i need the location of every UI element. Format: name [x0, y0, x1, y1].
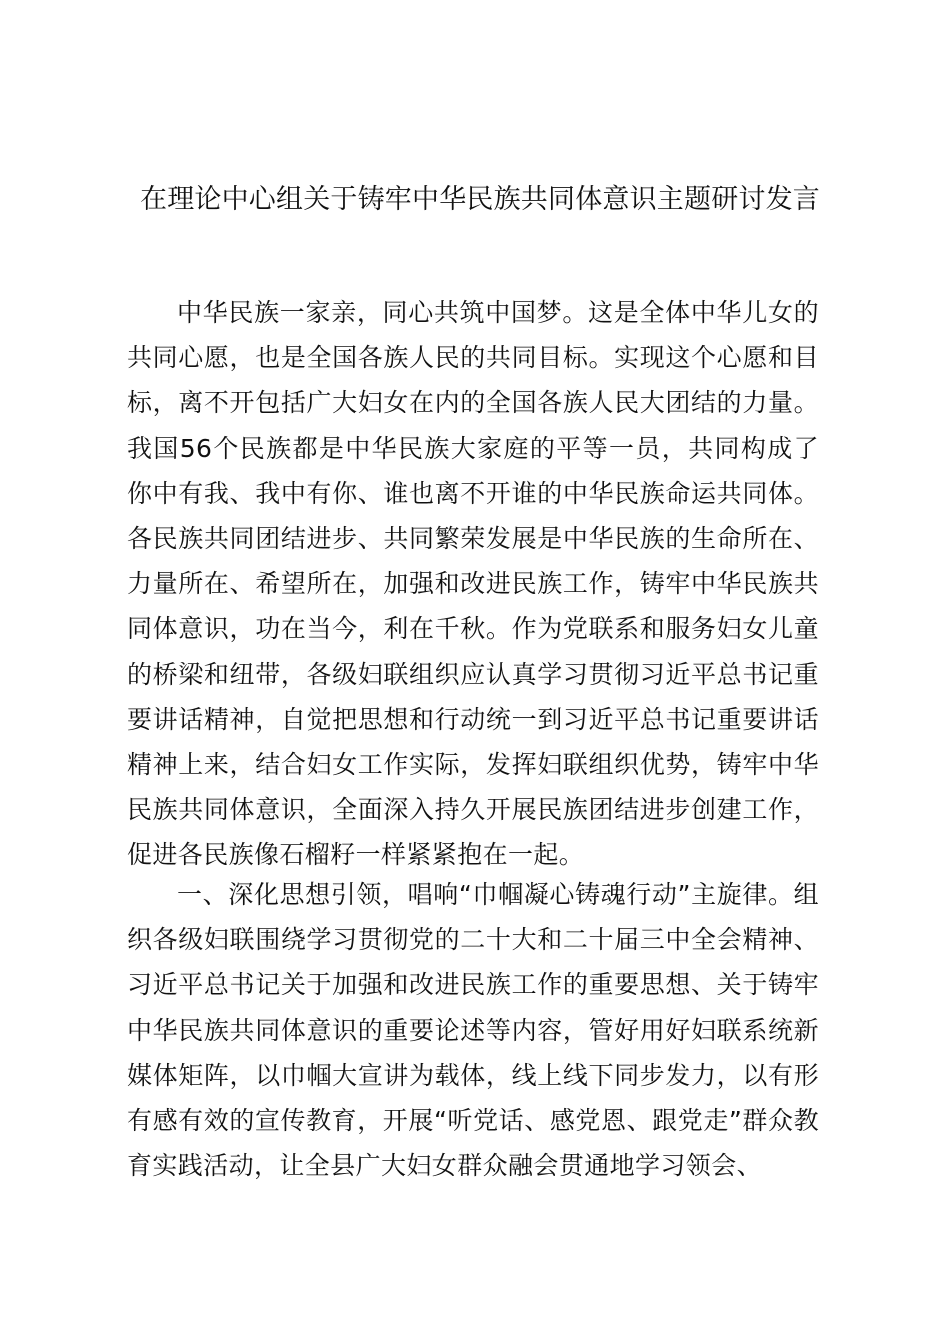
- paragraph-section-one: 一、深化思想引领，唱响“巾帼凝心铸魂行动”主旋律。组织各级妇联围绕学习贯彻党的二十大和二十届三中全会精神、习近平总书记关于加强和改进民族工作的重要思想、关于铸牢中华民族共同体意识的重要论述等内容，管好用好妇联系统新媒体矩阵，以巾帼大宣讲为载体，线上线下同步发力，以有形有感有效的宣传教育，开展“听党话、感党恩、跟党走”群众教育实践活动，让全县广大妇女群众融会贯通地学习领会、: [127, 880, 819, 1181]
- document-title: 在理论中心组关于铸牢中华民族共同体意识主题研讨发言: [140, 184, 820, 215]
- paragraph-intro: 中华民族一家亲，同心共筑中国梦。这是全体中华儿女的共同心愿，也是全国各族人民的共同目标。实现这个心愿和目标，离不开包括广大妇女在内的全国各族人民大团结的力量。我国56个民族都是中华民族大家庭的平等一员，共同构成了你中有我、我中有你、谁也离不开谁的中华民族命运共同体。各民族共同团结进步、共同繁荣发展是中华民族的生命所在、力量所在、希望所在，加强和改进民族工作，铸牢中华民族共同体意识，功在当今，利在千秋。作为党联系和服务妇女儿童的桥梁和纽带，各级妇联组织应认真学习贯彻习近平总书记重要讲话精神，自觉把思想和行动统一到习近平总书记重要讲话精神上来，结合妇女工作实际，发挥妇联组织优势，铸牢中华民族共同体意识，全面深入持久开展民族团结进步创建工作，促进各民族像石榴籽一样紧紧抱在一起。: [127, 298, 819, 870]
